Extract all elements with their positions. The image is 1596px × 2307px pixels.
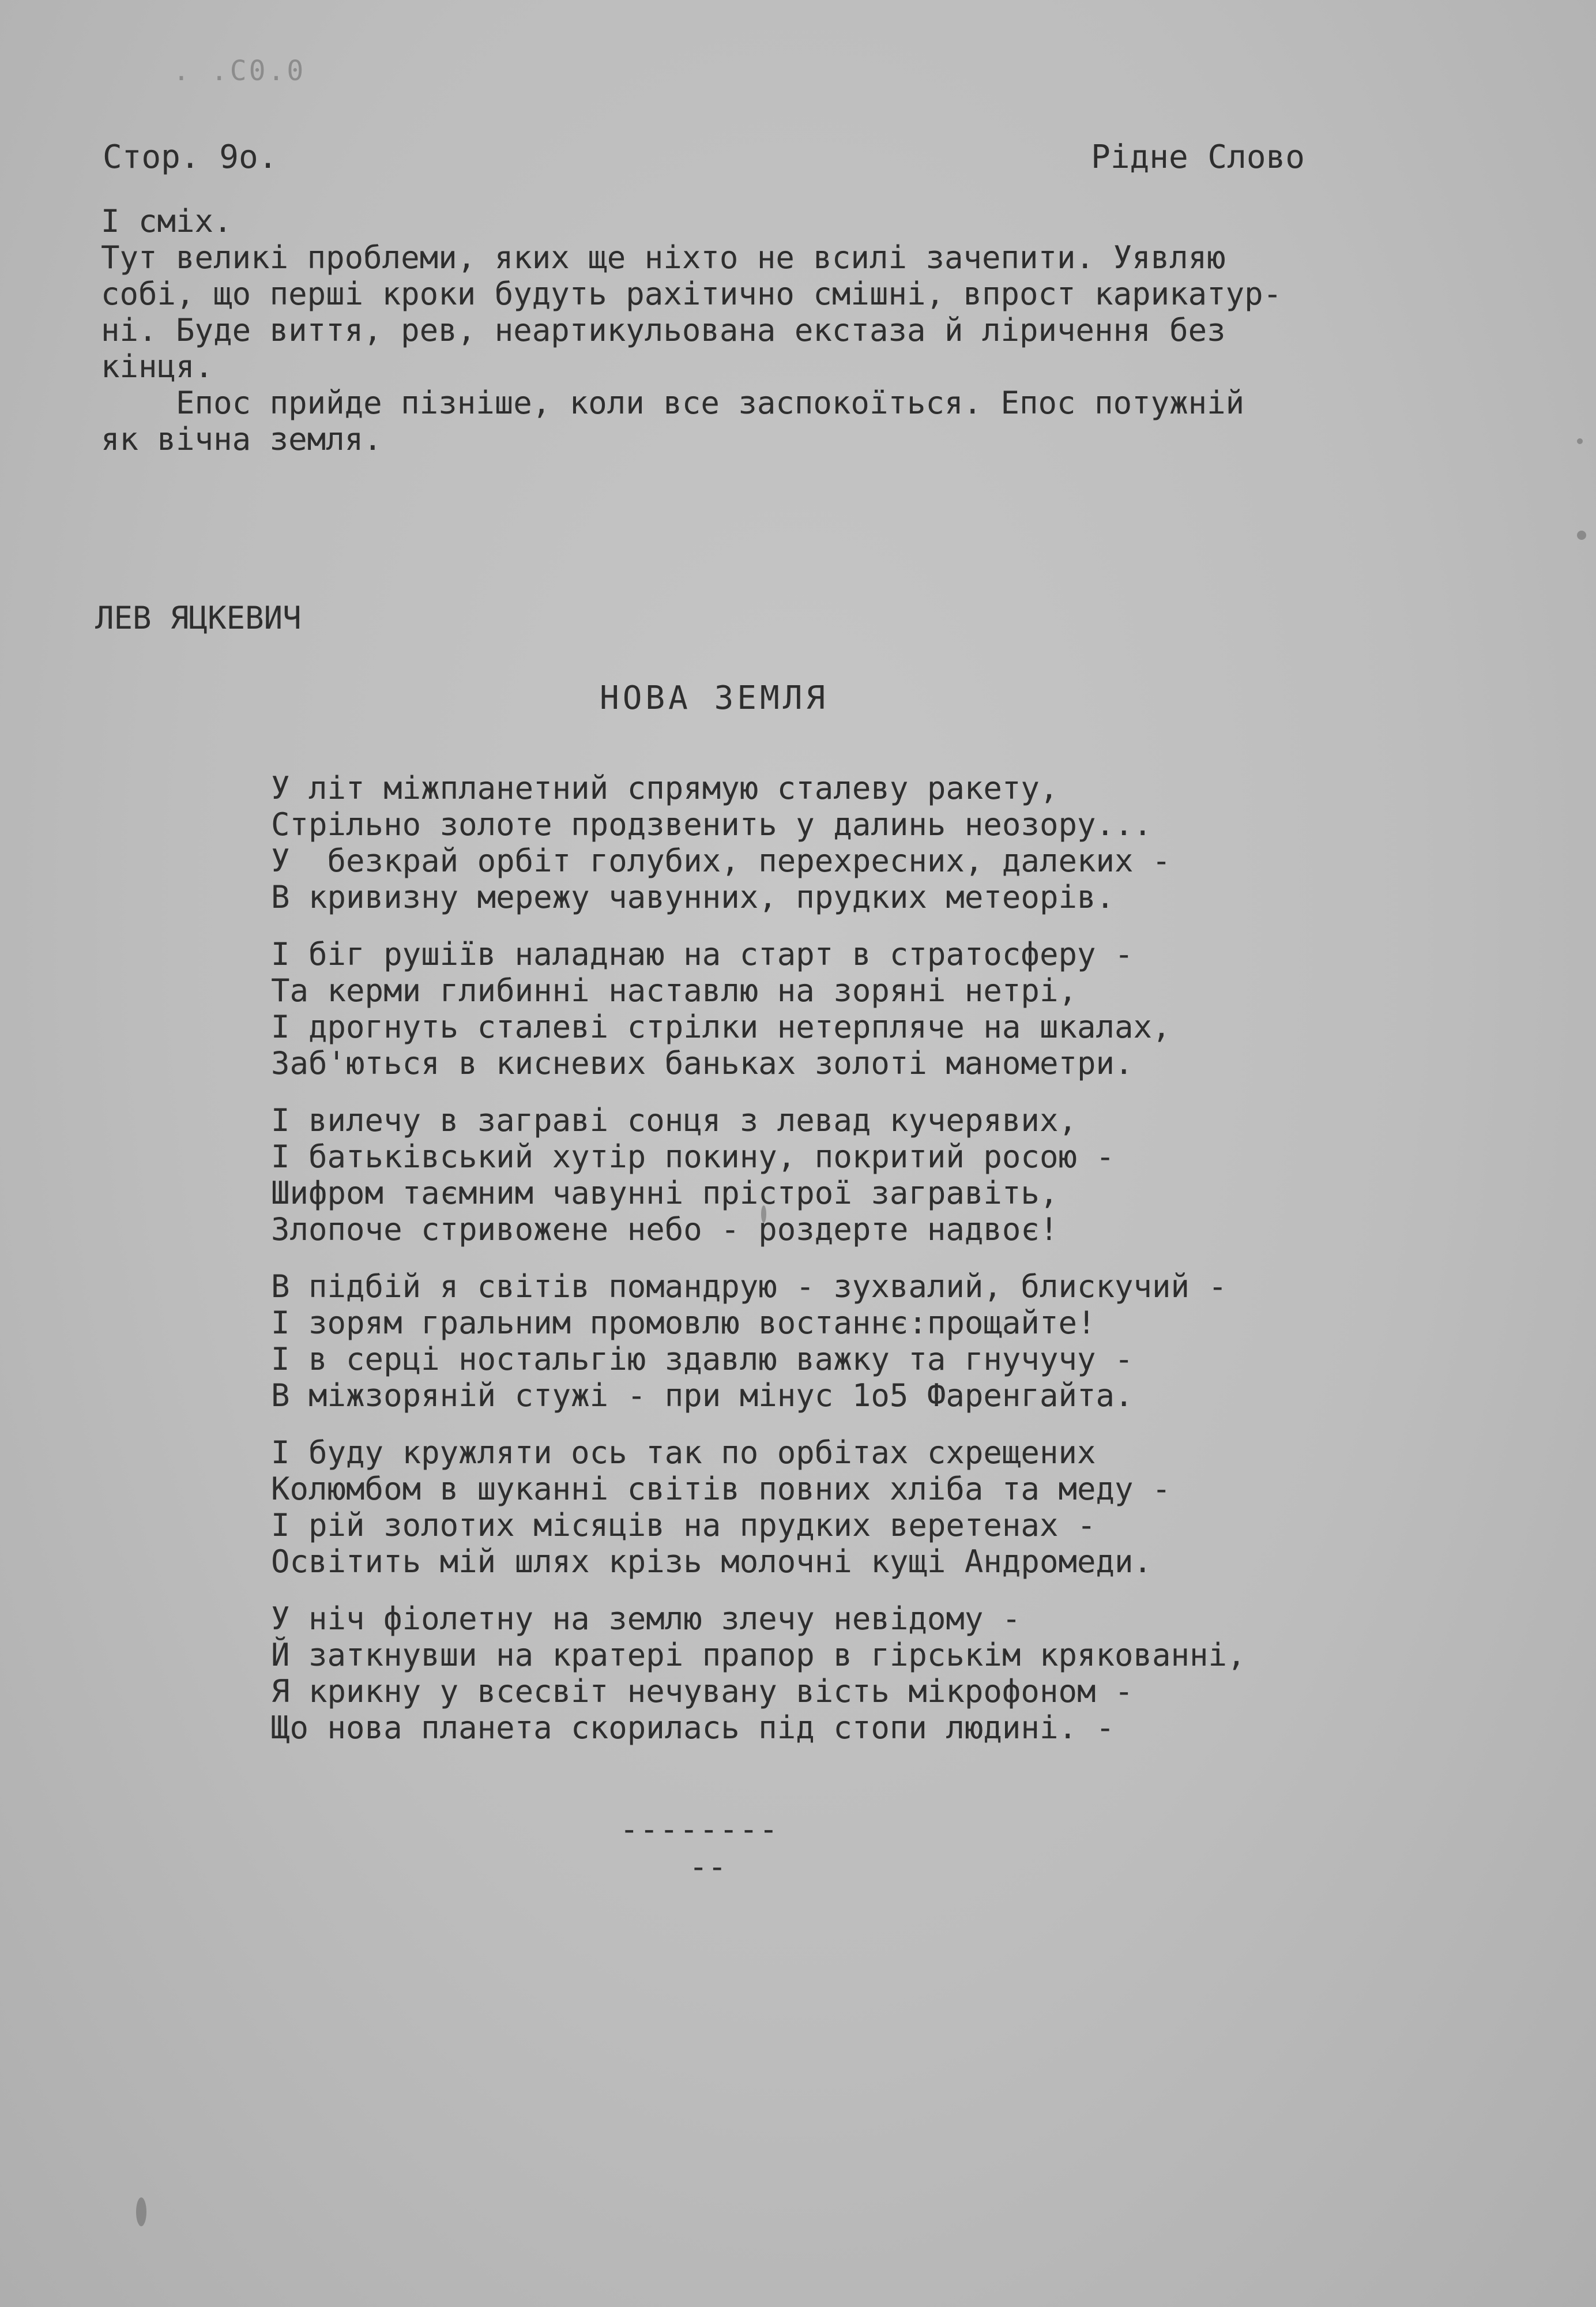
prose-line: собі, що перші кроки будуть рахітично смішні, впрост карикатур- xyxy=(101,276,1282,312)
poem-line: Освітить мій шлях крізь молочні кущі Андромеди. xyxy=(271,1543,1153,1580)
stanza xyxy=(271,936,1246,1081)
prose-line: як вічна земля. xyxy=(101,421,382,457)
stanza xyxy=(271,1434,1246,1580)
poem-line: Я крикну у всесвіт нечувану вість мікрофоном - xyxy=(271,1673,1134,1709)
stanza xyxy=(271,770,1246,915)
prose-line: Тут великі проблеми, яких ще ніхто не всилі зачепити. Уявляю xyxy=(101,239,1226,276)
poem-title: НОВА ЗЕМЛЯ xyxy=(600,679,829,717)
poem-line: У літ міжпланетний спрямую сталеву ракету, xyxy=(271,770,1059,806)
intro-prose xyxy=(101,203,1531,457)
prose-line: І сміх. xyxy=(101,203,232,239)
poem-line: Колюмбом в шуканні світів повних хліба та меду - xyxy=(271,1471,1171,1507)
stanza xyxy=(271,1268,1246,1414)
ink-speck xyxy=(136,2197,146,2226)
poem-line: Й заткнувши на кратері прапор в гірськім крякованні, xyxy=(271,1637,1246,1673)
end-separator: -------- xyxy=(620,1811,780,1847)
poem-line: Стрільно золоте продзвенить у далинь неозору... xyxy=(271,806,1153,843)
poem-line: І рій золотих місяців на прудких веретенах - xyxy=(271,1507,1096,1543)
archive-mark: . .C0.0 xyxy=(173,55,306,87)
stanza xyxy=(271,1102,1246,1248)
stanza xyxy=(271,1600,1246,1746)
poem-line: І дрогнуть сталеві стрілки нетерпляче на шкалах, xyxy=(271,1009,1171,1045)
page-reference: Стор. 9о. xyxy=(103,138,278,176)
poem-line: В підбій я світів помандрую - зухвалий, блискучий - xyxy=(271,1268,1228,1305)
prose-line: Епос прийде пізніше, коли все заспокоїться. Епос потужній xyxy=(101,385,1245,421)
poem-line: Що нова планета скорилась під стопи людині. - xyxy=(271,1709,1115,1746)
poem-line: І батьківський хутір покину, покритий росою - xyxy=(271,1139,1115,1175)
poem-line: Заб'ються в кисневих баньках золоті манометри. xyxy=(271,1045,1134,1081)
poem-body xyxy=(271,770,1246,1767)
ink-speck xyxy=(1577,438,1583,444)
poem-line: У ніч фіолетну на землю злечу невідому - xyxy=(271,1600,1021,1637)
poem-line: І в серці ностальгію здавлю важку та гнучучу - xyxy=(271,1341,1134,1377)
poem-line: В кривизну мережу чавунних, прудких метеорів. xyxy=(271,879,1115,915)
poem-line: В міжзоряній стужі - при мінус 1о5 Фаренгайта. xyxy=(271,1377,1134,1414)
prose-line: ні. Буде виття, рев, неартикульована екстаза й ліричення без xyxy=(101,312,1226,348)
author-name: ЛЕВ ЯЦКЕВИЧ xyxy=(95,600,302,636)
poem-line: Та керми глибинні наставлю на зоряні нетрі, xyxy=(271,972,1077,1009)
end-separator-short: -- xyxy=(689,1848,727,1885)
poem-line: І зорям гральним промовлю востаннє:прощайте! xyxy=(271,1305,1096,1341)
poem-line: Шифром таємним чавунні прістрої загравіть, xyxy=(271,1175,1059,1211)
ink-speck xyxy=(1577,531,1586,540)
publication-name: Рідне Слово xyxy=(1091,138,1305,176)
poem-line: І вилечу в заграві сонця з левад кучерявих, xyxy=(271,1102,1077,1139)
poem-line: У безкрай орбіт голубих, перехресних, далеких - xyxy=(271,843,1171,879)
poem-line: І буду кружляти ось так по орбітах схрещених xyxy=(271,1434,1096,1471)
poem-line: Злопоче стривожене небо - роздерте надвоє! xyxy=(271,1211,1059,1248)
poem-line: І біг рушіїв наладнаю на старт в стратосферу - xyxy=(271,936,1134,972)
prose-line: кінця. xyxy=(101,348,214,385)
